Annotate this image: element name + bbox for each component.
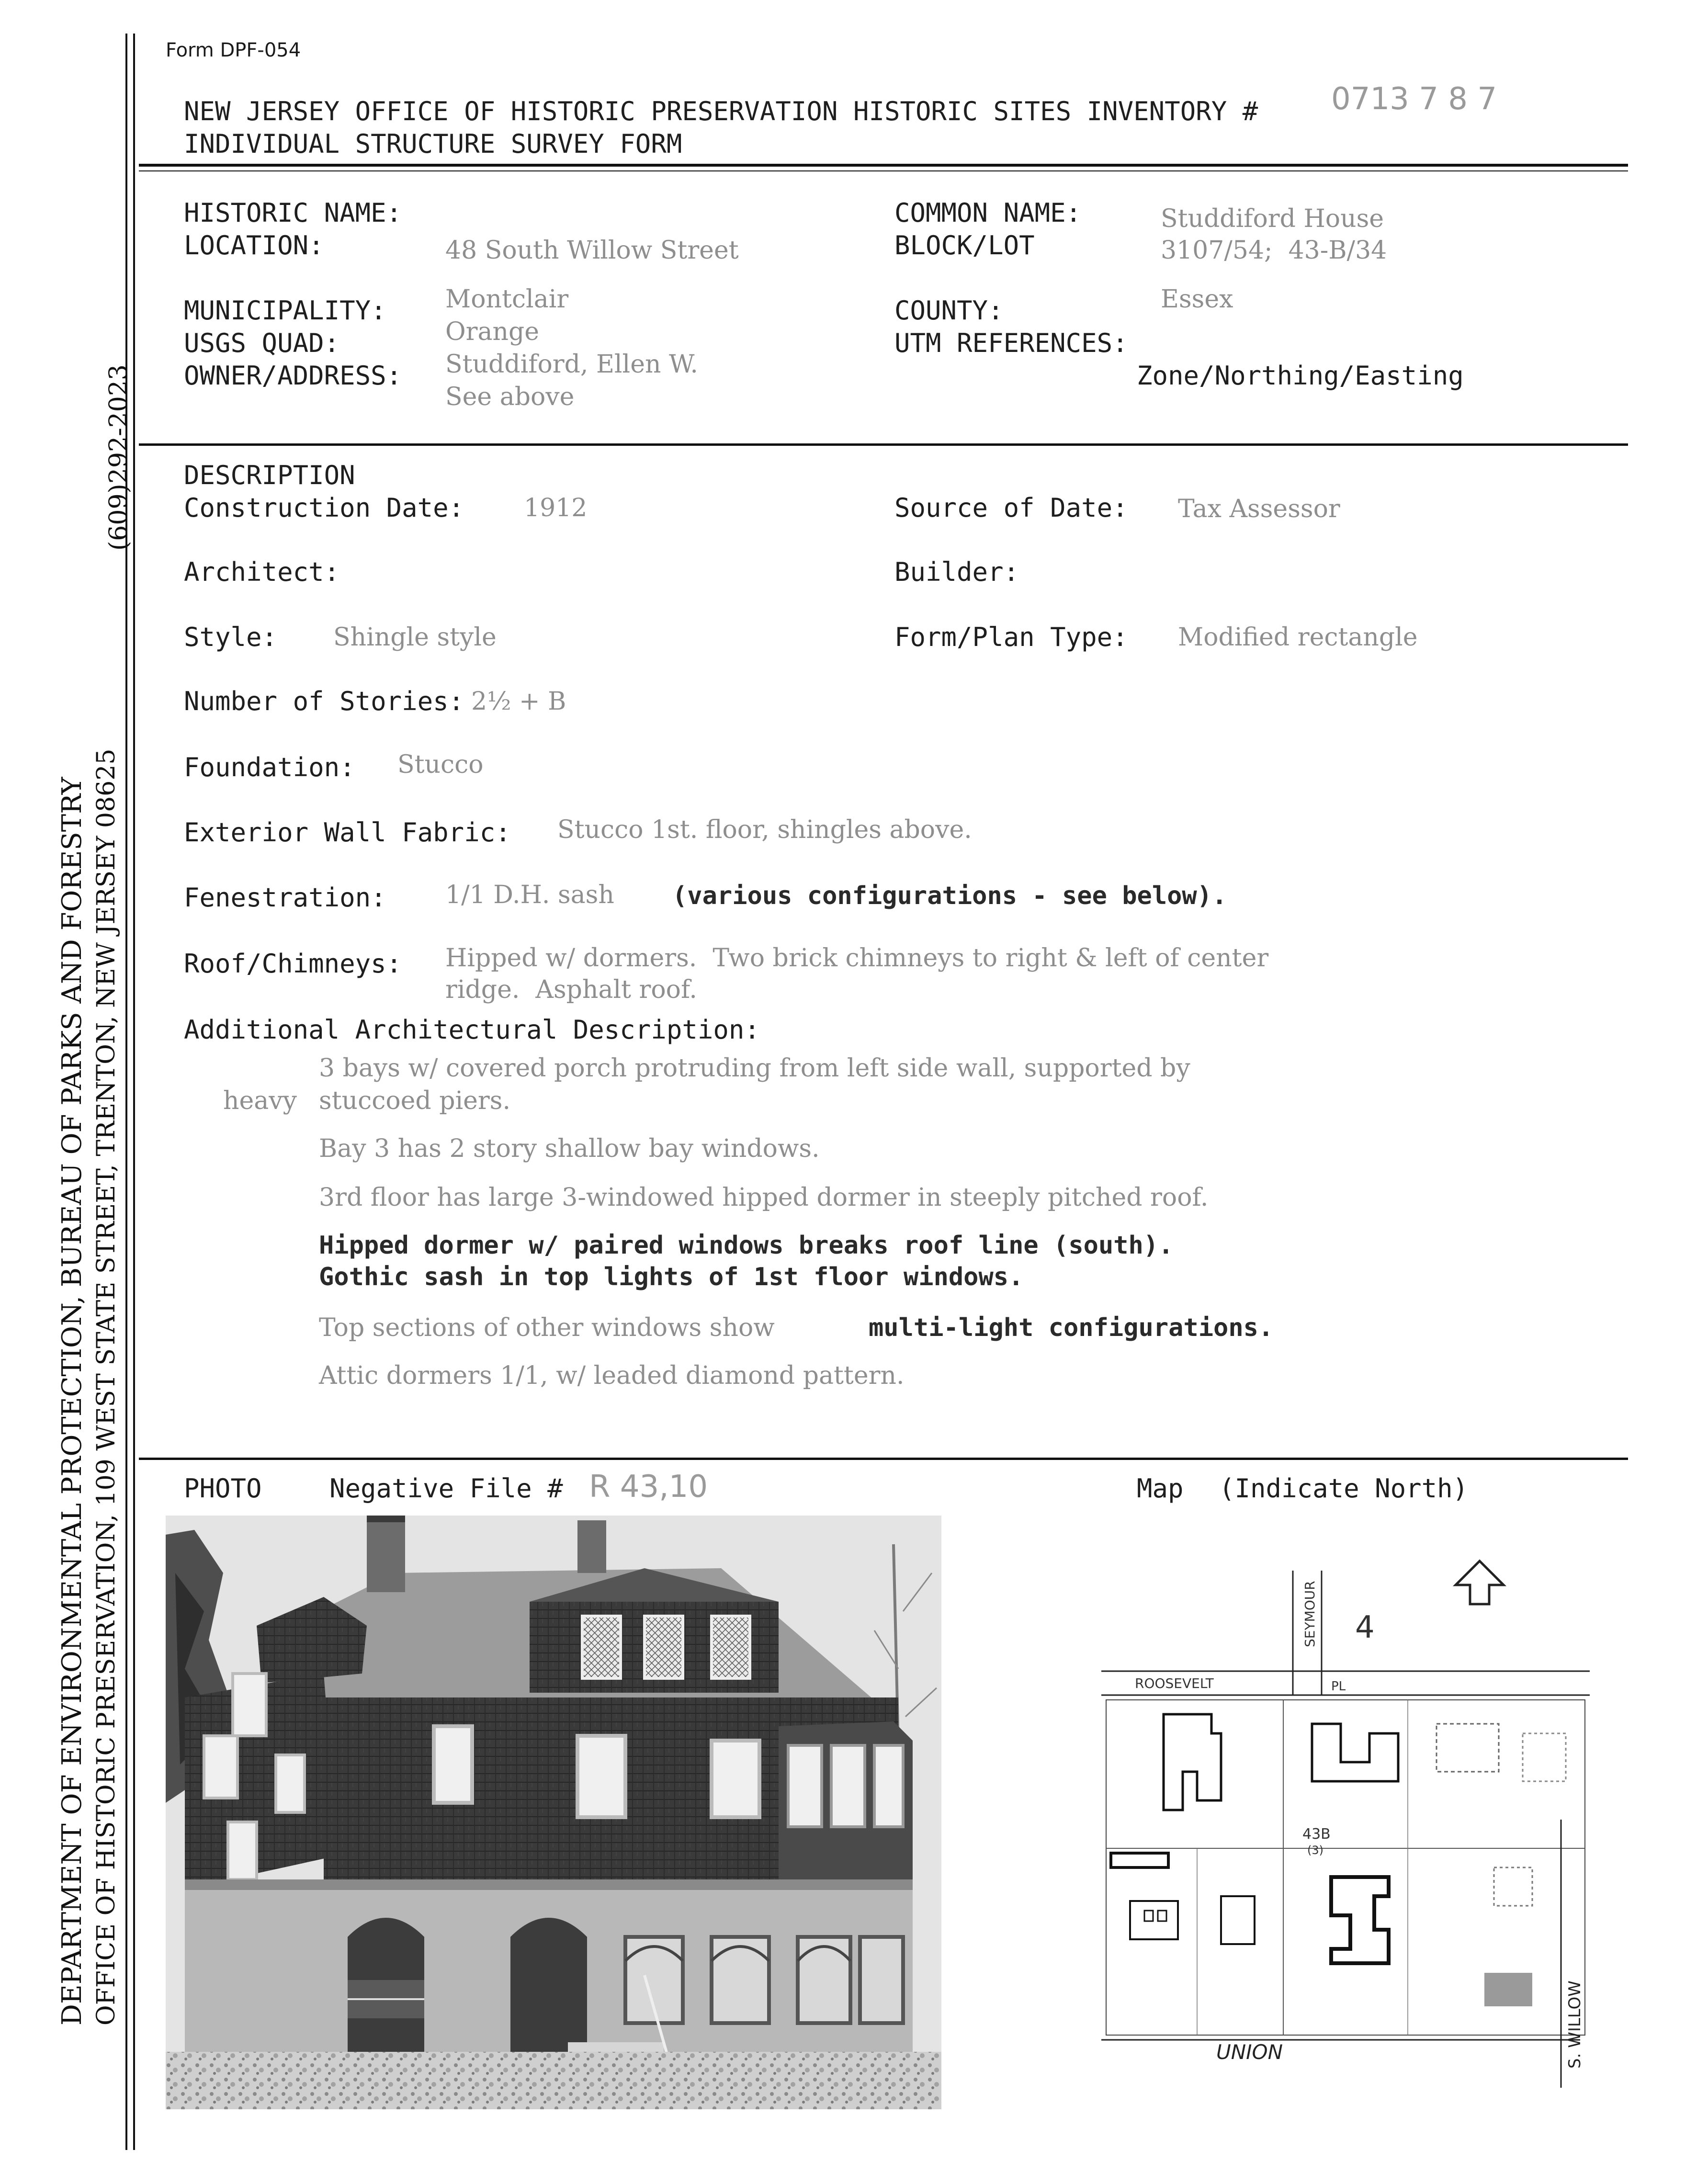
margin-rule-inner (133, 34, 135, 2150)
margin-rule-outer (125, 34, 127, 2150)
house-photo (166, 1516, 941, 2109)
source-date-value: Tax Assessor (1178, 495, 1340, 523)
map-street-pl: PL (1331, 1679, 1346, 1694)
wall-fabric-label: Exterior Wall Fabric: (184, 817, 511, 848)
header-subtitle: INDIVIDUAL STRUCTURE SURVEY FORM (184, 129, 682, 159)
location-label: LOCATION: (184, 230, 324, 260)
construction-date-value: 1912 (524, 494, 588, 522)
header-rule-thin (139, 170, 1628, 171)
usgs-quad-label: USGS QUAD: (184, 328, 340, 358)
common-name-label: COMMON NAME: (894, 198, 1082, 228)
map-north-label: (Indicate North) (1219, 1473, 1469, 1504)
location-value: 48 South Willow Street (445, 236, 739, 265)
additional-line-4: Hipped dormer w/ paired windows breaks roof line (south). (319, 1231, 1174, 1260)
inventory-number: 0713 7 8 7 (1331, 81, 1497, 117)
utm-sub-label: Zone/Northing/Easting (1137, 361, 1464, 391)
form-id: Form DPF-054 (166, 39, 301, 61)
side-phone: (609)292-2023 (104, 364, 133, 551)
foundation-value: Stucco (397, 750, 484, 779)
roof-chimneys-label: Roof/Chimneys: (184, 949, 402, 979)
map-lot-sub: (3) (1307, 1844, 1323, 1857)
utm-label: UTM REFERENCES: (894, 328, 1128, 358)
form-plan-value: Modified rectangle (1178, 623, 1418, 652)
additional-line-6b: multi-light configurations. (869, 1313, 1274, 1342)
header-rule (139, 164, 1628, 167)
construction-date-label: Construction Date: (184, 493, 464, 523)
section-rule-1 (139, 443, 1628, 446)
form-plan-label: Form/Plan Type: (894, 622, 1128, 652)
map-street-seymour: SEYMOUR (1302, 1581, 1318, 1647)
map-street-roosevelt: ROOSEVELT (1135, 1675, 1214, 1691)
header-title: NEW JERSEY OFFICE OF HISTORIC PRESERVATION HISTORIC SITES INVENTORY # (184, 96, 1258, 126)
additional-line-1a: 3 bays w/ covered porch protruding from left side wall, supported by (319, 1054, 1190, 1083)
additional-line-5: Gothic sash in top lights of 1st floor windows. (319, 1263, 1024, 1291)
additional-line-1b: stuccoed piers. (319, 1086, 510, 1115)
style-value: Shingle style (333, 623, 497, 652)
owner-address-value: See above (445, 383, 575, 411)
map-street-union: UNION (1216, 2040, 1283, 2064)
side-dept-line: DEPARTMENT OF ENVIRONMENTAL PROTECTION, BUREAU OF PARKS AND FORESTRY (57, 777, 88, 2025)
roof-value-line2: ridge. Asphalt roof. (445, 975, 697, 1004)
additional-description-label: Additional Architectural Description: (184, 1015, 760, 1045)
owner-label: OWNER/ADDRESS: (184, 361, 402, 391)
stories-value: 2½ + B (471, 687, 566, 716)
side-office-line: OFFICE OF HISTORIC PRESERVATION, 109 WEST STATE STREET, TRENTON, NEW JERSEY 08625 (92, 748, 121, 2025)
fenestration-value-b: (various configurations - see below). (672, 882, 1227, 910)
fenestration-label: Fenestration: (184, 883, 386, 913)
municipality-label: MUNICIPALITY: (184, 295, 386, 326)
additional-line-2: Bay 3 has 2 story shallow bay windows. (319, 1134, 820, 1163)
county-label: COUNTY: (894, 295, 1004, 326)
fenestration-value-a: 1/1 D.H. sash (445, 881, 614, 909)
additional-line-1b-prefix: heavy (223, 1086, 297, 1115)
source-date-label: Source of Date: (894, 493, 1128, 523)
map-lot-label: 43B (1302, 1826, 1331, 1843)
builder-label: Builder: (894, 557, 1019, 587)
map-label: Map (1137, 1473, 1184, 1504)
section-rule-2 (139, 1458, 1628, 1460)
negative-file-label: Negative File # (329, 1473, 563, 1504)
municipality-value: Montclair (445, 285, 569, 314)
block-lot-value: 3107/54; 43-B/34 (1161, 236, 1387, 265)
photo-label: PHOTO (184, 1473, 262, 1504)
common-name-value: Studdiford House (1161, 204, 1384, 233)
map-street-willow: S. WILLOW (1565, 1980, 1584, 2069)
usgs-quad-value: Orange (445, 317, 540, 346)
additional-line-7: Attic dormers 1/1, w/ leaded diamond pattern. (319, 1361, 905, 1390)
county-value: Essex (1161, 285, 1233, 314)
historic-name-label: HISTORIC NAME: (184, 198, 402, 228)
map-block-number: 4 (1355, 1610, 1375, 1645)
description-heading: DESCRIPTION (184, 460, 355, 490)
style-label: Style: (184, 622, 278, 652)
wall-fabric-value: Stucco 1st. floor, shingles above. (557, 815, 972, 844)
architect-label: Architect: (184, 557, 340, 587)
block-lot-label: BLOCK/LOT (894, 230, 1035, 260)
stories-label: Number of Stories: (184, 686, 464, 716)
owner-value: Studdiford, Ellen W. (445, 350, 698, 379)
site-map (1101, 1532, 1590, 2088)
additional-line-3: 3rd floor has large 3-windowed hipped dormer in steeply pitched roof. (319, 1183, 1209, 1212)
negative-file-number: R 43,10 (589, 1469, 708, 1505)
additional-line-6a: Top sections of other windows show (319, 1313, 775, 1342)
roof-value-line1: Hipped w/ dormers. Two brick chimneys to right & left of center (445, 944, 1269, 973)
foundation-label: Foundation: (184, 752, 355, 782)
